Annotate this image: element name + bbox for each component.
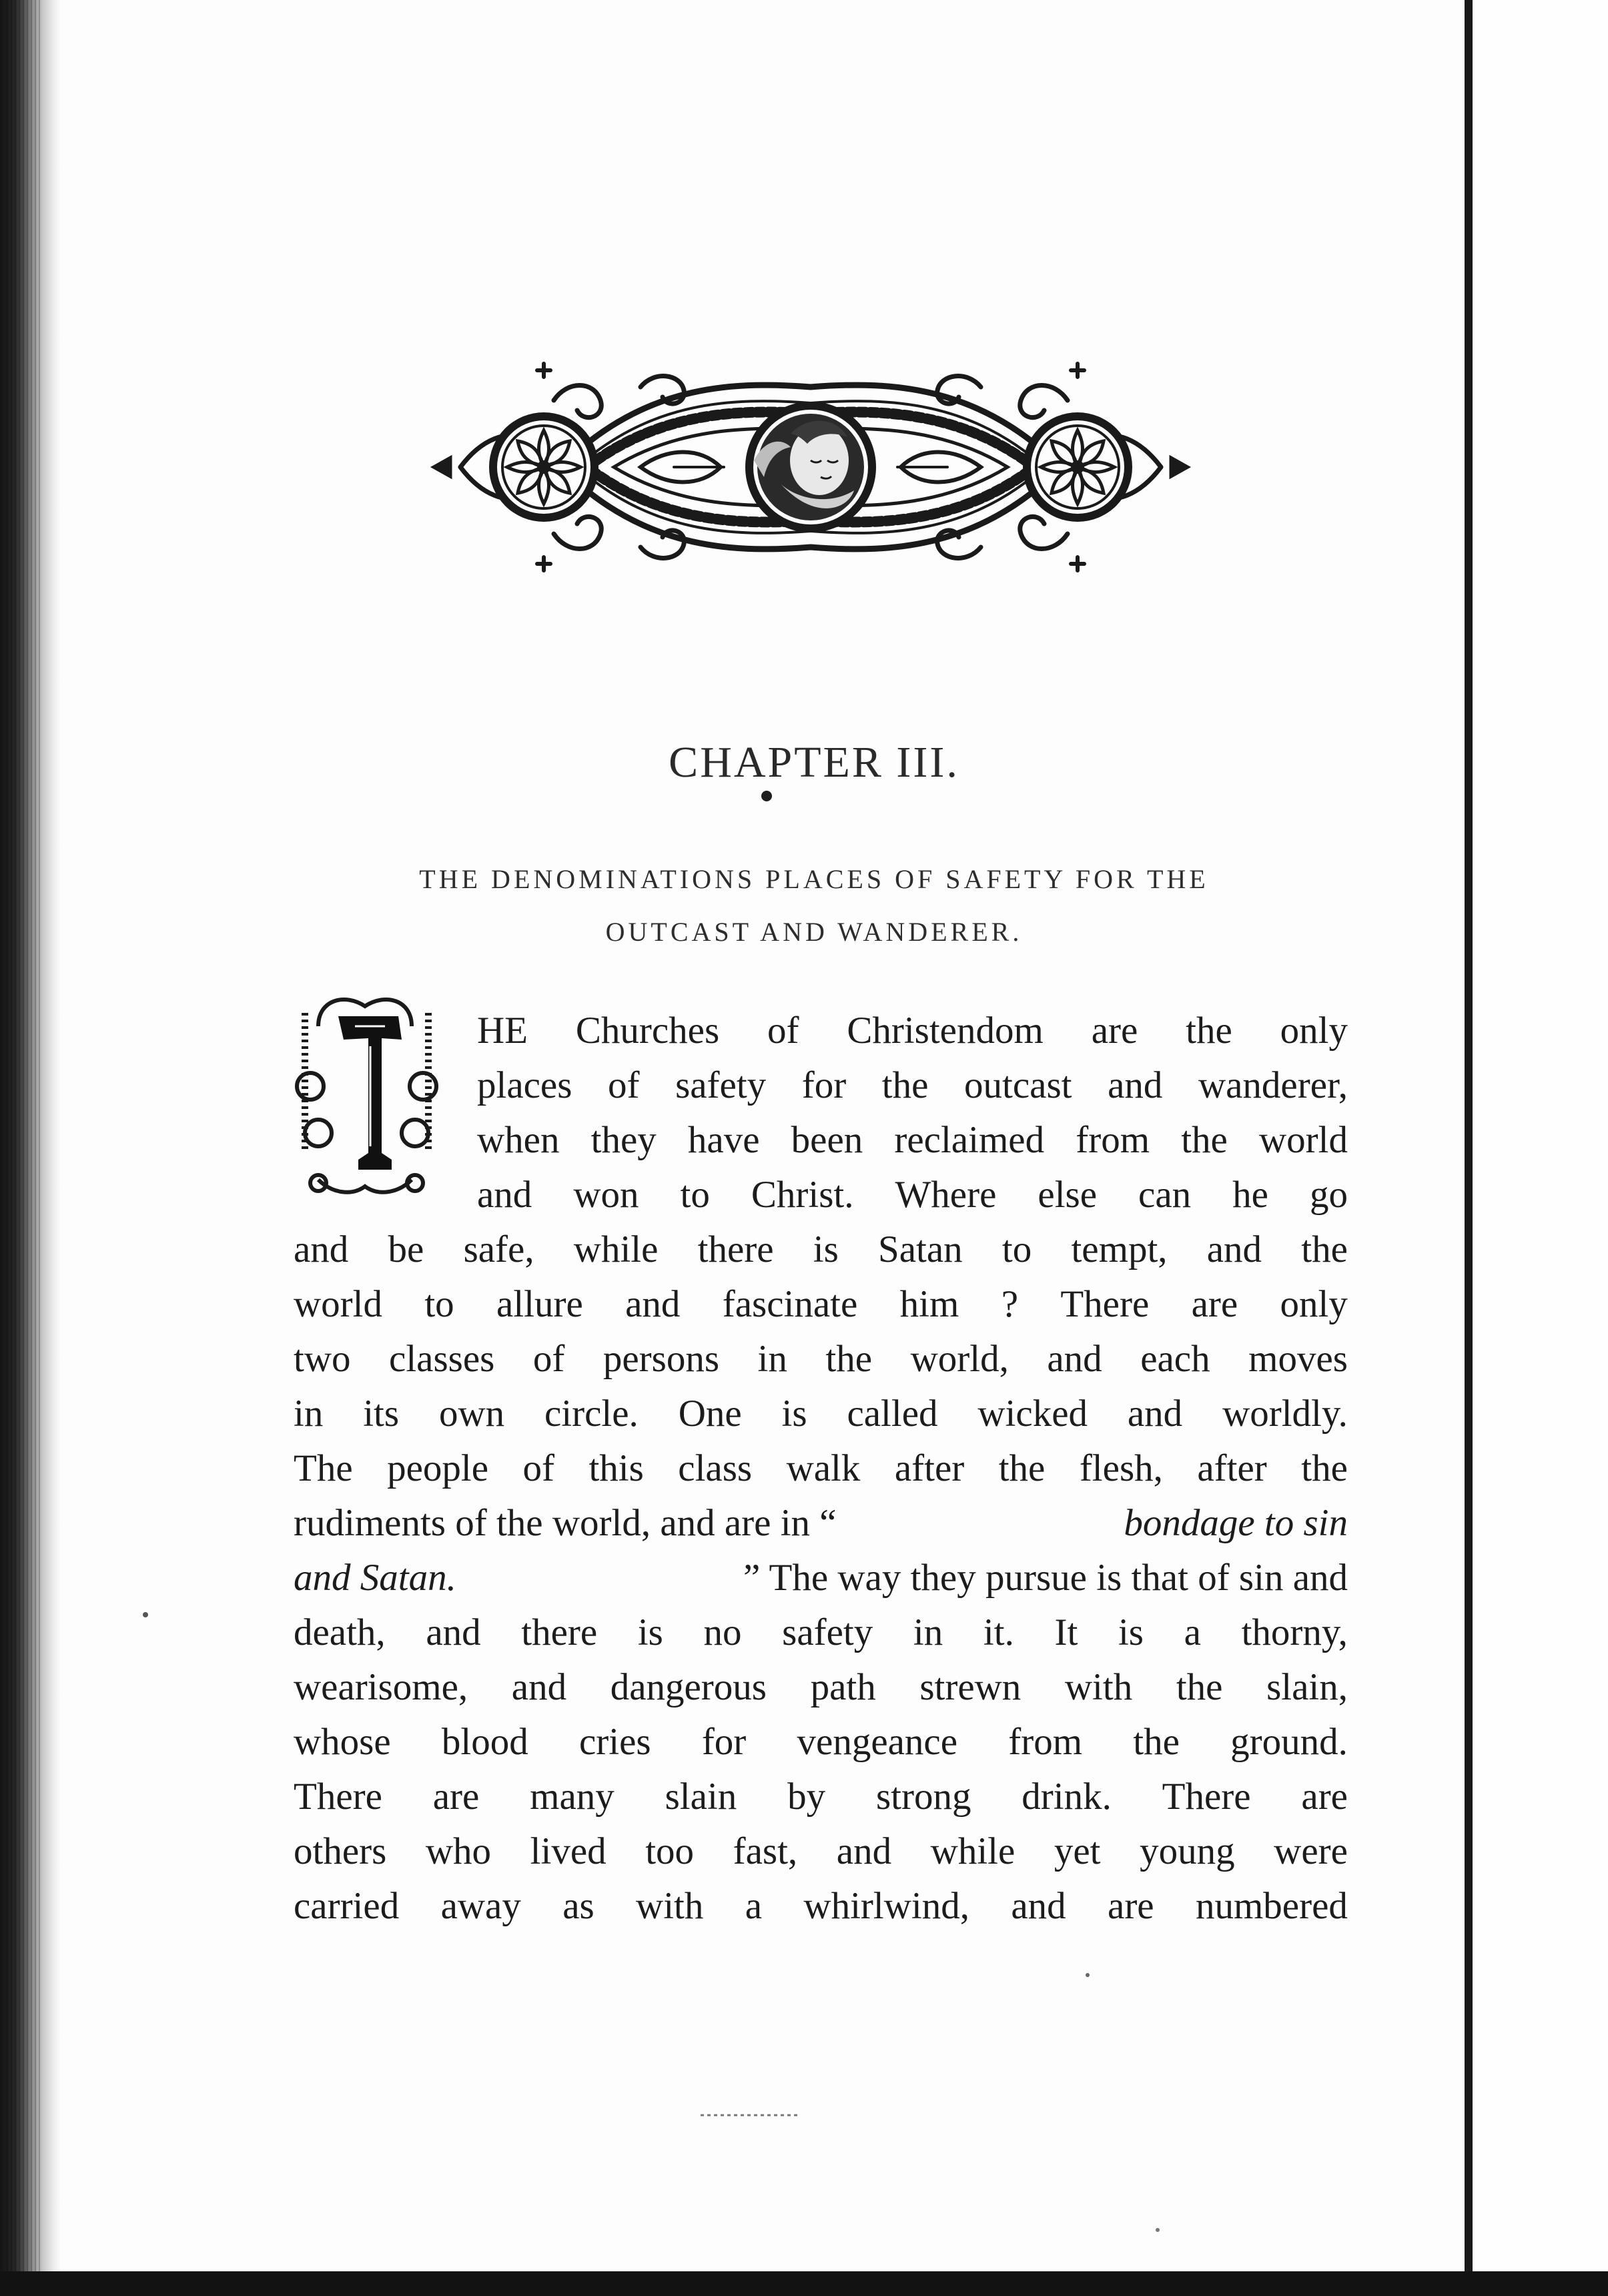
word: fast, <box>733 1830 798 1872</box>
word: are <box>1108 1885 1154 1927</box>
word: One <box>678 1393 742 1435</box>
word: safety <box>675 1064 767 1106</box>
word: reclaimed <box>894 1119 1045 1161</box>
word: slain <box>665 1776 737 1818</box>
word: persons <box>602 1338 720 1380</box>
word: from <box>1008 1721 1083 1763</box>
word: of <box>532 1338 565 1380</box>
word: after <box>1197 1447 1267 1489</box>
word: drink. <box>1022 1776 1112 1818</box>
word: young <box>1140 1830 1235 1872</box>
word: this <box>588 1447 644 1489</box>
word: each <box>1140 1338 1210 1380</box>
word: are <box>432 1776 480 1818</box>
word: and <box>1206 1228 1262 1270</box>
word: and <box>625 1283 681 1325</box>
word: the <box>1176 1666 1223 1708</box>
word: classes <box>389 1338 495 1380</box>
word: many <box>530 1776 615 1818</box>
word: circle. <box>544 1393 639 1435</box>
word: to <box>1001 1228 1032 1270</box>
word: a <box>1184 1611 1201 1653</box>
word: class <box>678 1447 753 1489</box>
word: can <box>1138 1174 1192 1216</box>
word: own <box>438 1393 505 1435</box>
word: the <box>1133 1721 1180 1763</box>
word: wicked <box>977 1393 1088 1435</box>
word: vengeance <box>797 1721 958 1763</box>
word: thorny, <box>1241 1611 1348 1653</box>
word: they <box>590 1119 657 1161</box>
word: the <box>1301 1228 1348 1270</box>
word: and <box>477 1174 532 1216</box>
word: won <box>573 1174 639 1216</box>
word: after <box>894 1447 965 1489</box>
word: no <box>703 1611 742 1653</box>
word: lived <box>530 1830 607 1872</box>
word: with <box>1064 1666 1133 1708</box>
word: safe, <box>463 1228 534 1270</box>
word: from <box>1076 1119 1150 1161</box>
word: death, <box>294 1611 386 1653</box>
word: slain, <box>1266 1666 1348 1708</box>
word: fascinate <box>722 1283 858 1325</box>
word: and <box>511 1666 567 1708</box>
word: were <box>1274 1830 1348 1872</box>
italic-text-segment: and Satan. <box>294 1557 456 1599</box>
word: walk <box>786 1447 861 1489</box>
word: others <box>294 1830 387 1872</box>
word: there <box>697 1228 774 1270</box>
italic-text-segment: bondage to sin <box>1124 1502 1348 1544</box>
word: and <box>836 1830 892 1872</box>
word: away <box>440 1885 521 1927</box>
word: ? <box>1001 1283 1019 1325</box>
word: is <box>781 1393 807 1435</box>
word: wearisome, <box>294 1666 468 1708</box>
word: have <box>687 1119 760 1161</box>
text-segment: rudiments of the world, and are in “ <box>294 1502 837 1544</box>
word: tempt, <box>1071 1228 1168 1270</box>
word: while <box>930 1830 1016 1872</box>
word: the <box>825 1338 873 1380</box>
word: worldly. <box>1222 1393 1348 1435</box>
word: There <box>1162 1776 1251 1818</box>
word: by <box>787 1776 826 1818</box>
word: There <box>294 1776 382 1818</box>
word: and <box>1108 1064 1163 1106</box>
word: is <box>1118 1611 1144 1653</box>
word: cries <box>578 1721 651 1763</box>
word: Christ. <box>751 1174 854 1216</box>
chapter-subtitle-line: OUTCAST AND WANDERER. <box>605 917 1023 947</box>
word: world <box>1258 1119 1348 1161</box>
word: ground. <box>1230 1721 1348 1763</box>
word: The <box>294 1447 353 1489</box>
word: go <box>1310 1174 1348 1216</box>
word: is <box>813 1228 839 1270</box>
word: dangerous <box>610 1666 767 1708</box>
word: yet <box>1054 1830 1101 1872</box>
word: are <box>1091 1010 1138 1052</box>
chapter-subtitle-line: THE DENOMINATIONS PLACES OF SAFETY FOR THE <box>419 864 1209 894</box>
word: whose <box>294 1721 391 1763</box>
word: too <box>645 1830 695 1872</box>
word: and <box>1127 1393 1183 1435</box>
word: only <box>1280 1283 1348 1325</box>
word: only <box>1280 1010 1348 1052</box>
word: and <box>1011 1885 1066 1927</box>
word: of <box>608 1064 640 1106</box>
word: in <box>757 1338 787 1380</box>
word: blood <box>441 1721 528 1763</box>
word: are <box>1301 1776 1348 1818</box>
word: a <box>745 1885 763 1927</box>
word: in <box>294 1393 324 1435</box>
word: There <box>1060 1283 1150 1325</box>
word: safety <box>782 1611 873 1653</box>
word: moves <box>1248 1338 1348 1380</box>
word: he <box>1232 1174 1268 1216</box>
word: and <box>426 1611 481 1653</box>
word: for <box>701 1721 747 1763</box>
word: people <box>387 1447 489 1489</box>
word: Christendom <box>847 1010 1044 1052</box>
word: called <box>847 1393 938 1435</box>
word: path <box>810 1666 876 1708</box>
word: there <box>521 1611 598 1653</box>
word: whirlwind, <box>803 1885 969 1927</box>
word: places <box>477 1064 572 1106</box>
word: the <box>1181 1119 1228 1161</box>
word: two <box>294 1338 351 1380</box>
word: wanderer, <box>1198 1064 1348 1106</box>
word: world <box>294 1283 382 1325</box>
word: when <box>477 1119 560 1161</box>
word: and <box>294 1228 349 1270</box>
word: Churches <box>575 1010 720 1052</box>
word: is <box>637 1611 663 1653</box>
word: with <box>636 1885 704 1927</box>
word: the <box>998 1447 1046 1489</box>
word: of <box>522 1447 554 1489</box>
word: Satan <box>878 1228 963 1270</box>
word: as <box>562 1885 594 1927</box>
word: to <box>424 1283 454 1325</box>
word: while <box>573 1228 659 1270</box>
word: flesh, <box>1079 1447 1163 1489</box>
word: and <box>1047 1338 1102 1380</box>
word: its <box>363 1393 400 1435</box>
word: numbered <box>1195 1885 1348 1927</box>
word: the <box>1301 1447 1348 1489</box>
word: to <box>680 1174 710 1216</box>
word: It <box>1054 1611 1078 1653</box>
word: in <box>913 1611 943 1653</box>
word: strong <box>875 1776 971 1818</box>
word: be <box>388 1228 424 1270</box>
word: been <box>791 1119 863 1161</box>
word: the <box>1186 1010 1232 1052</box>
word: allure <box>496 1283 583 1325</box>
word: him <box>899 1283 959 1325</box>
word: Where <box>895 1174 997 1216</box>
word: HE <box>477 1010 528 1052</box>
word: are <box>1191 1283 1238 1325</box>
word: it. <box>983 1611 1014 1653</box>
word: of <box>767 1010 799 1052</box>
chapter-heading: CHAPTER III. <box>669 738 959 787</box>
word: for <box>801 1064 847 1106</box>
word: who <box>425 1830 492 1872</box>
word: strewn <box>919 1666 1022 1708</box>
word: outcast <box>964 1064 1072 1106</box>
word: world, <box>910 1338 1009 1380</box>
word: else <box>1038 1174 1098 1216</box>
text-segment: ” The way they pursue is that of sin and <box>743 1557 1348 1599</box>
word: the <box>881 1064 929 1106</box>
word: carried <box>294 1885 400 1927</box>
